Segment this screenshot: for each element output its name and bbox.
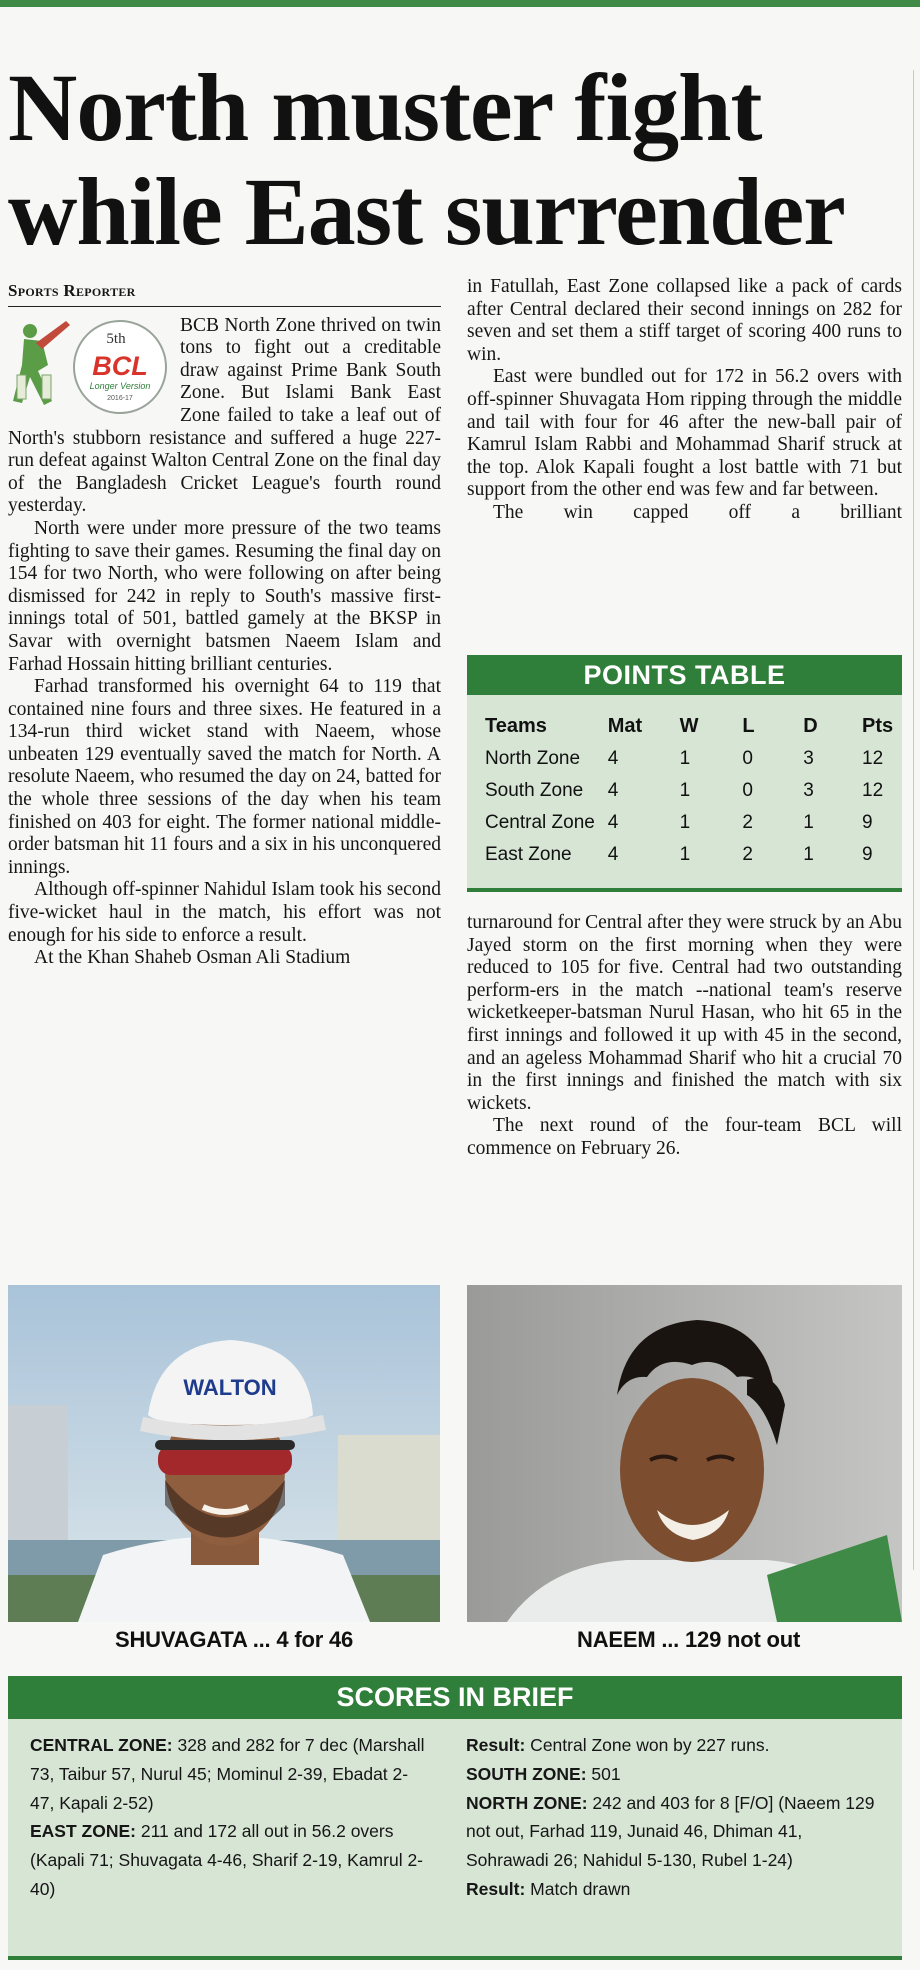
score-entry [466,1875,886,1904]
l-value: 2 [742,844,753,865]
score-label: EAST ZONE: [30,1821,136,1842]
l-value: 2 [742,812,753,833]
l-value: 0 [742,780,753,801]
paragraph: in Fatullah, East Zone collapsed like a pack of cards after Central declared their second innings on 282 for seven and set them a stiff target of scoring 400 runs to win. [467,276,902,365]
top-color-bar [0,0,920,7]
logo-brand: BCL [92,350,148,381]
points-table-title: POINTS TABLE [467,655,902,695]
photo-shuvagata [8,1285,440,1622]
photo-caption-naeem: NAEEM ... 129 not out [577,1627,801,1652]
score-entry [30,1817,430,1903]
score-text: 501 [586,1763,621,1784]
team-name: North Zone [485,748,581,769]
pts-value: 12 [862,780,884,801]
table-row [485,775,902,807]
mat-value: 4 [607,780,619,801]
points-table [485,709,902,871]
table-row [485,743,902,775]
l-value: 0 [742,748,753,769]
header-teams: Teams [485,714,547,737]
score-label: Result: [466,1878,526,1899]
article-column-1 [8,280,441,970]
paragraph: The win capped off a brilliant [493,501,902,523]
w-value: 1 [679,812,691,833]
photo-naeem [467,1285,902,1622]
header-l: L [742,714,755,737]
table-row [485,839,902,871]
article-column-3 [467,912,902,1161]
score-entry [466,1731,886,1760]
w-value: 1 [679,780,691,801]
score-entry [30,1731,430,1817]
mat-value: 4 [607,812,619,833]
logo-season: 2016-17 [107,394,133,402]
score-label: NORTH ZONE: [466,1792,588,1813]
team-name: South Zone [485,780,584,801]
bcl-logo [8,315,168,419]
paragraph: BCB North Zone thrived on twin tons to fight out a creditable draw against Prime Bank South Zone. But Islami Bank East Zone failed to take a leaf out of North's stubborn resistance and suffered a huge 227-run defeat against Walton Central Zone on the final day of the Bangladesh Cricket League's fourth round yesterday. [8,314,441,517]
paragraph: At the Khan Shaheb Osman Ali Stadium [34,947,351,969]
scores-in-brief-box [8,1676,902,1960]
scores-right-column [466,1731,886,1904]
cap-logo-text: WALTON [183,1375,277,1400]
byline-text: Sports Reporter [8,281,136,300]
paragraph: The next round of the four-team BCL will commence on February 26. [467,1115,902,1159]
w-value: 1 [679,844,691,865]
header-d: D [803,714,818,737]
d-value: 3 [803,748,814,769]
score-text: Central Zone won by 227 runs. [525,1735,770,1755]
pts-value: 12 [862,748,884,769]
score-entry [466,1760,886,1789]
photo-shuvagata-illustration [8,1285,440,1622]
logo-batsman-figure [13,321,70,405]
score-label: SOUTH ZONE: [466,1763,587,1784]
headline: North muster fight while East surrender [8,54,845,265]
scores-left-column [30,1731,430,1904]
pts-value: 9 [862,812,873,833]
team-name: Central Zone [485,812,595,833]
score-label: CENTRAL ZONE: [30,1735,173,1755]
score-text: Match drawn [525,1878,631,1899]
paragraph: North were under more pressure of the two teams fighting to save their games. Resuming the final day on 154 for two North, who were following on after being dismissed for 242 in reply to South's massive first-innings total of 501, battled gamely at the BKSP in Savar with overnight batsmen Naeem Islam and Farhad Hossain hitting brilliant centuries. [8,517,441,675]
paragraph: Although off-spinner Nahidul Islam took his second five-wicket haul in the match, his effort was not enough for his side to enforce a result. [8,879,441,946]
paragraph: Farhad transformed his overnight 64 to 119 that contained nine fours and three sixes. He featured in a 134-run third wicket stand with Naeem, whose unbeaten 129 eventually saved the match for North. A resolute Naeem, who resumed the day on 24, batted for the whole three sessions of the day when his team finished on 403 for eight. The former national middle-order batsman hit 11 fours and a six in his unconquered innings. [8,676,441,878]
mat-value: 4 [607,748,619,769]
header-pts: Pts [862,714,894,737]
byline [8,280,441,307]
score-label: Result: [466,1735,526,1755]
score-text: 211 and 172 all out in 56.2 overs (Kapali 71; Shuvagata 4-46, Sharif 2-19, Kamrul 2-40) [30,1821,423,1899]
paragraph: turnaround for Central after they were struck by an Abu Jayed storm on the first morning when they were reduced to 105 for five. Central had two outstanding perform-ers in the match --national team's reserve wicketkeeper-batsman Nurul Hasan, who hit 65 in the first innings and followed it up with 45 in the second, and an ageless Mohammad Sharif who hit a crucial 70 in the first innings and finished the match with six wickets. [467,912,902,1114]
d-value: 1 [803,812,814,833]
header-mat: Mat [607,714,643,737]
logo-number: 5th [106,330,126,347]
header-w: W [679,714,699,737]
w-value: 1 [679,748,691,769]
logo-sub: Longer Version [89,380,151,391]
score-text: 328 and 282 for 7 dec (Marshall 73, Taibur 57, Nurul 45; Mominul 2-39, Ebadat 2-47, Kapali 2-52) [30,1735,425,1813]
photo-naeem-illustration [467,1285,902,1622]
points-table-box [467,655,902,892]
article-column-2 [467,276,902,525]
team-name: East Zone [485,844,572,865]
right-column-rule [913,70,914,1570]
d-value: 1 [803,844,814,865]
score-entry [466,1789,886,1875]
pts-value: 9 [862,844,873,865]
scores-in-brief-title: SCORES IN BRIEF [8,1676,902,1719]
table-header-row [485,709,902,743]
mat-value: 4 [607,844,619,865]
paragraph: East were bundled out for 172 in 56.2 overs with off-spinner Shuvagata Hom ripping through the middle and tail with four for 46 after the new-ball pair of Kamrul Islam Rabbi and Mohammad Sharif struck at the top. Alok Kapali fought a lost battle with 71 but support from the other end was few and far between. [467,366,902,501]
photo-caption-shuvagata: SHUVAGATA ... 4 for 46 [115,1627,354,1652]
score-text: 242 and 403 for 8 [F/O] (Naeem 129 not out, Farhad 119, Junaid 46, Dhiman 41, Sohrawadi 26; Nahidul 5-130, Rubel 1-24) [466,1792,875,1871]
d-value: 3 [803,780,814,801]
table-row [485,807,902,839]
